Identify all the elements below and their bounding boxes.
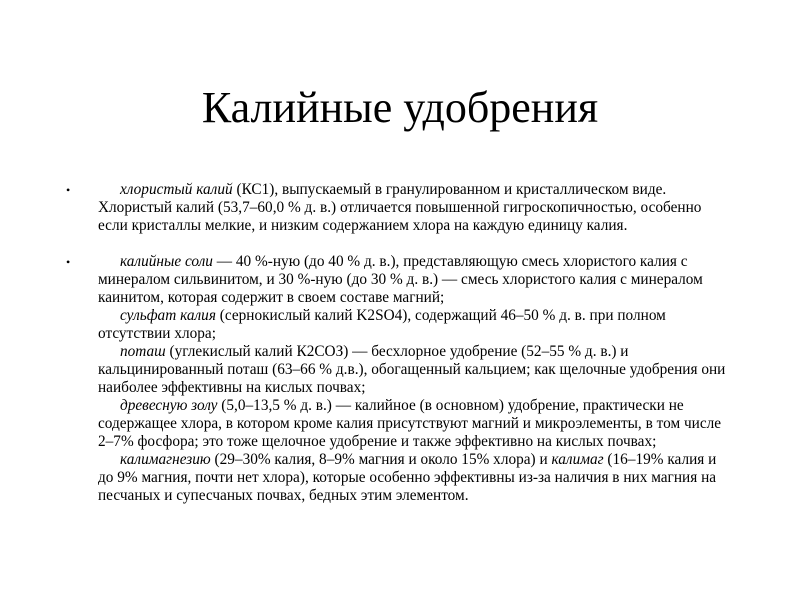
description-potassium-sulfate: (сернокислый калий K2SO4), содержащий 46–50 % д. в. при полном отсутствии хлора; [98,307,666,342]
description-wood-ash: (5,0–13,5 % д. в.) — калийное (в основном) удобрение, практически не содержащее хлора, в котором кроме калия присутствуют магний и микроэлементы, в том числе 2–7% фосфора; это тоже щелочное удобрение и также эффективно на кислых почвах; [98,397,722,450]
description-potassium-chloride: (КС1), выпускаемый в гранулированном и кристаллическом виде. Хлористый калий (53,7–60,0 % д. в.) отличается повышенной гигроскопичностью, особенно если кристаллы мелкие, и низким содержанием хлора на каждую единицу калия. [98,181,702,234]
bullet-list [64,181,730,505]
term-wood-ash: древесную золу [120,397,218,414]
paragraph-potassium-chloride [98,181,730,235]
term-potassium-sulfate: сульфат калия [120,307,216,324]
description-kalimag: (16–19% калия и до 9% магния, почти нет хлора), которые особенно эффективны из-за наличия в них магния на песчаных и супесчаных почвах, бедных этим элементом. [98,451,717,504]
slide-title: Калийные удобрения [201,83,599,132]
description-potassium-salts: — 40 %-ную (до 40 % д. в.), представляющую смесь хлористого калия с минералом сильвинитом, и 30 %-ную (до 30 % д. в.) — смесь хлористого калия с минералом каинитом, которая содержит в своем составе магний; [98,253,703,306]
bullet-item-potassium-chloride [64,181,730,235]
paragraph-wood-ash [98,397,730,451]
paragraph-kalimagnesia [98,451,730,505]
term-potassium-salts: калийные соли [120,253,213,270]
term-potash: поташ [120,343,166,360]
paragraph-potassium-salts [98,253,730,307]
bullet-dot-icon: • [66,183,71,197]
description-potash: (углекислый калий К2СОЗ) — бесхлорное удобрение (52–55 % д. в.) и кальцинированный поташ (63–66 % д.в.), обогащенный кальцием; как щелочные удобрения они наиболее эффективны на кислых почвах; [98,343,726,396]
paragraph-potash [98,343,730,397]
description-kalimagnesia: (29–30% калия, 8–9% магния и около 15% хлора) и [210,451,552,468]
paragraph-potassium-sulfate [98,307,730,343]
term-kalimag: калимаг [551,451,604,468]
term-kalimagnesia: калимагнезию [120,451,211,468]
bullet-item-other-fertilizers [64,253,730,505]
term-potassium-chloride: хлористый калий [120,181,233,198]
bullet-dot-icon: • [66,255,71,269]
